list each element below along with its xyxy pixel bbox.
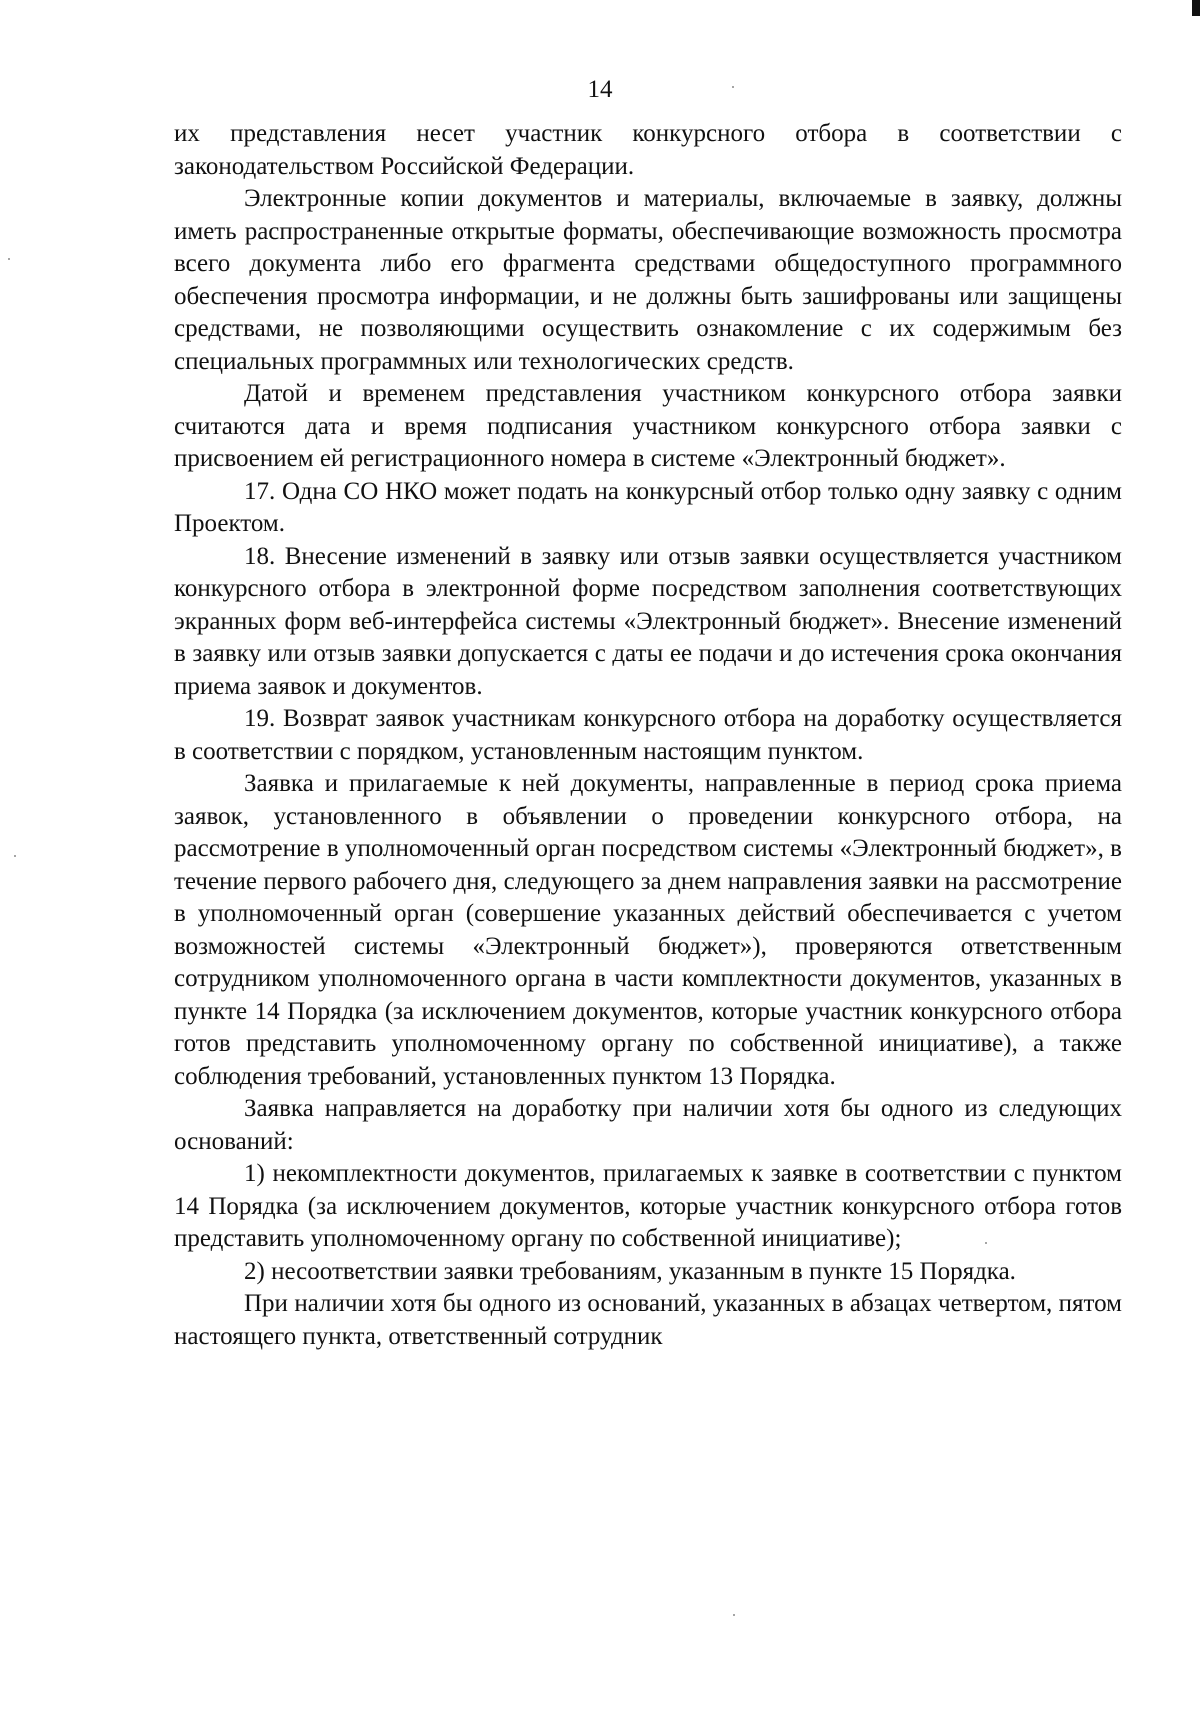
paragraph: Заявка направляется на доработку при наличии хотя бы одного из следующих оснований: bbox=[174, 1095, 1122, 1155]
scan-speck bbox=[733, 1614, 735, 1616]
paragraph: Электронные копии документов и материалы, включаемые в заявку, должны иметь распространенные открытые форматы, обеспечивающие возможность просмотра всего документа либо его фрагмента средствами общедоступного программного обеспечения просмотра информации, и не должны быть зашифрованы или защищены средствами, не позволяющими осуществить ознакомление с их содержимым без специальных программных или технологических средств. bbox=[174, 185, 1122, 375]
paragraph: 1) некомплектности документов, прилагаемых к заявке в соответствии с пунктом 14 Порядка (за исключением документов, которые участник конкурсного отбора готов представить уполномоченному органу по собственной инициативе); bbox=[174, 1160, 1122, 1252]
paragraph: 19. Возврат заявок участникам конкурсного отбора на доработку осуществляется в соответствии с порядком, установленным настоящим пунктом. bbox=[174, 705, 1122, 765]
scan-edge-mark bbox=[1192, 0, 1200, 16]
scan-speck bbox=[8, 258, 10, 260]
page-number: 14 bbox=[587, 76, 613, 103]
scan-speck bbox=[14, 855, 16, 857]
paragraph: При наличии хотя бы одного из оснований, указанных в абзацах четвертом, пятом настоящего пункта, ответственный сотрудник bbox=[174, 1290, 1122, 1350]
paragraph: их представления несет участник конкурсного отбора в соответствии с законодательством Российской Федерации. bbox=[174, 120, 1122, 180]
paragraph: 18. Внесение изменений в заявку или отзыв заявки осуществляется участником конкурсного отбора в электронной форме посредством заполнения соответствующих экранных форм веб-интерфейса системы «Электронный бюджет». Внесение изменений в заявку или отзыв заявки допускается с даты ее подачи и до истечения срока окончания приема заявок и документов. bbox=[174, 542, 1122, 700]
paragraph: Заявка и прилагаемые к ней документы, направленные в период срока приема заявок, установленного в объявлении о проведении конкурсного отбора, на рассмотрение в уполномоченный орган посредством системы «Электронный бюджет», в течение первого рабочего дня, следующего за днем направления заявки на рассмотрение в уполномоченный орган (совершение указанных действий обеспечивается с учетом возможностей системы «Электронный бюджет»), проверяются ответственным сотрудником уполномоченного органа в части комплектности документов, указанных в пункте 14 Порядка (за исключением документов, которые участник конкурсного отбора готов представить уполномоченному органу по собственной инициативе), а также соблюдения требований, установленных пунктом 13 Порядка. bbox=[174, 770, 1122, 1090]
document-body bbox=[174, 118, 1122, 1353]
paragraph: 17. Одна СО НКО может подать на конкурсный отбор только одну заявку с одним Проектом. bbox=[174, 477, 1122, 537]
paragraph: Датой и временем представления участником конкурсного отбора заявки считаются дата и время подписания участником конкурсного отбора заявки с присвоением ей регистрационного номера в системе «Электронный бюджет». bbox=[174, 380, 1122, 472]
paragraph: 2) несоответствии заявки требованиям, указанным в пункте 15 Порядка. bbox=[244, 1257, 1016, 1285]
